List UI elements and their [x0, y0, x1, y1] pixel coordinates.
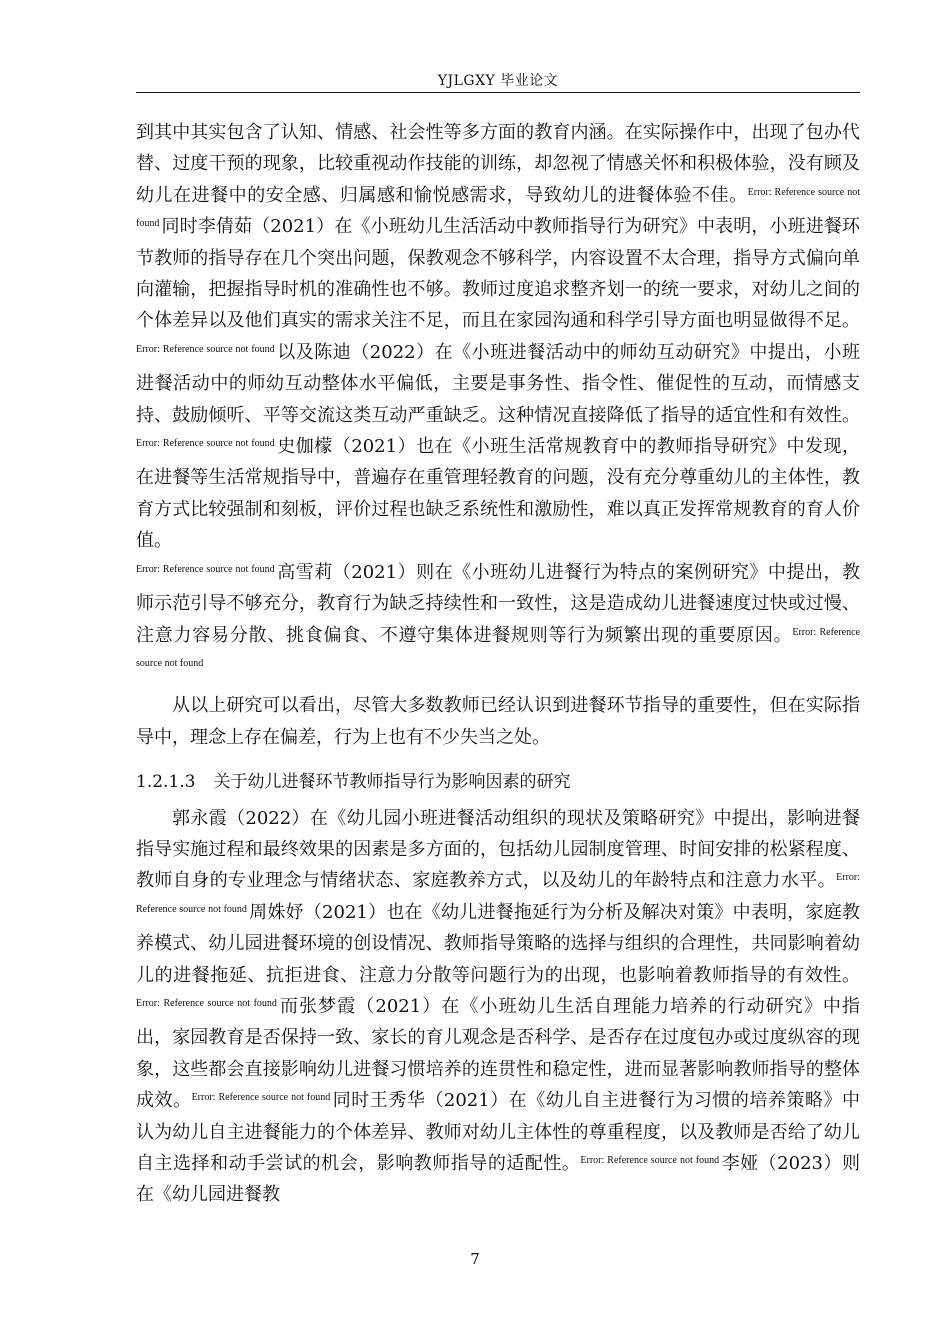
text-segment: 而张梦霞（2021）在《小班幼儿生活自理能力培养的行动研究》中指出，家园教育是否保持一致、家长的育儿观念是否科学、是否存在过度包办或过度纵容的现象，这些都会直接影响幼儿进餐习惯培养的连贯性和稳定性，进而显著影响教师指导的整体成效。	[136, 995, 860, 1112]
reference-error: Error: Reference source not found	[191, 1092, 331, 1104]
reference-error: Error: Reference source not found	[580, 1155, 720, 1166]
text-segment: 高雪莉（2021）则在《小班幼儿进餐行为特点的案例研究》中提出，教师示范引导不够充分，教育行为缺乏持续性和一致性，这是造成幼儿进餐速度过快或过慢、注意力容易分散、挑食偏食、不遵守集体进餐规则等行为频繁出现的重要原因。	[136, 561, 861, 646]
text-segment: 到其中其实包含了认知、情感、社会性等多方面的教育内涵。在实际操作中，出现了包办代替、过度干预的现象，比较重视动作技能的训练，却忽视了情感关怀和积极体验，没有顾及幼儿在进餐中的安全感、归属感和愉悦感需求，导致幼儿的进餐体验不佳。	[136, 122, 860, 206]
paragraph-3	[136, 803, 860, 1211]
text-segment: 以及陈迪（2022）在《小班进餐活动中的师幼互动研究》中提出，小班进餐活动中的师幼互动整体水平偏低，主要是事务性、指令性、催促性的互动，而情感支持、鼓励倾听、平等交流这类互动严重缺乏。这种情况直接降低了指导的适宜性和有效性。	[136, 341, 861, 426]
text-segment: 郭永霞（2022）在《幼儿园小班进餐活动组织的现状及策略研究》中提出，影响进餐指导实施过程和最终效果的因素是多方面的，包括幼儿园制度管理、时间安排的松紧程度、教师自身的专业理念与情绪状态、家庭教养方式，以及幼儿的年龄特点和注意力水平。	[136, 807, 860, 892]
paragraph-1	[136, 117, 860, 682]
paragraph-2	[136, 690, 860, 753]
reference-error: Error: Reference source not found	[136, 343, 275, 355]
section-number: 1.2.1.3	[136, 772, 196, 793]
body-text	[136, 117, 860, 1211]
text-segment: 李娅（2023）则在《幼儿园进餐教	[136, 1153, 861, 1206]
section-title: 关于幼儿进餐环节教师指导行为影响因素的研究	[213, 772, 571, 793]
header-rule	[136, 92, 860, 93]
page-number: 7	[470, 1250, 480, 1268]
section-heading	[136, 767, 860, 798]
reference-error: Error: Reference source not found	[136, 563, 275, 575]
text-segment: 史伽檬（2021）也在《小班生活常规教育中的教师指导研究》中发现，在进餐等生活常规指导中，普遍存在重管理轻教育的问题，没有充分尊重幼儿的主体性，教育方式比较强制和刻板，评价过程也缺乏系统性和激励性，难以真正发挥常规教育的育人价值。	[136, 436, 861, 552]
text-segment: 同时李倩茹（2021）在《小班幼儿生活活动中教师指导行为研究》中表明，小班进餐环节教师的指导存在几个突出问题，保教观念不够科学，内容设置不太合理，指导方式偏向单向灌输，把握指导时机的准确性也不够。教师过度追求整齐划一的统一要求，对幼儿之间的个体差异以及他们真实的需求关注不足，而且在家园沟通和科学引导方面也明显做得不足。	[136, 216, 860, 332]
text-segment: 从以上研究可以看出，尽管大多数教师已经认识到进餐环节指导的重要性，但在实际指导中，理念上存在偏差，行为上也有不少失当之处。	[136, 695, 860, 748]
reference-error: Error: Reference source not found	[136, 438, 275, 450]
text-segment: 周姝妤（2021）也在《幼儿进餐拖延行为分析及解决对策》中表明，家庭教养模式、幼儿园进餐环境的创设情况、教师指导策略的选择与组织的合理性，共同影响着幼儿的进餐拖延、抗拒进食、注意力分散等问题行为的出现，也影响着教师指导的有效性。	[136, 901, 860, 986]
reference-error: Error: Reference source not found	[136, 186, 861, 230]
text-segment: 同时王秀华（2021）在《幼儿自主进餐行为习惯的培养策略》中认为幼儿自主进餐能力的个体差异、教师对幼儿主体性的尊重程度，以及教师是否给了幼儿自主选择和动手尝试的机会，影响教师指导的适配性。	[136, 1090, 861, 1174]
reference-error: Error: Reference source not found	[136, 997, 277, 1009]
running-header: YJLGXY 毕业论文	[437, 73, 559, 89]
reference-error: Error: Reference source not found	[136, 626, 860, 669]
reference-error: Error: Reference source not found	[136, 872, 860, 915]
